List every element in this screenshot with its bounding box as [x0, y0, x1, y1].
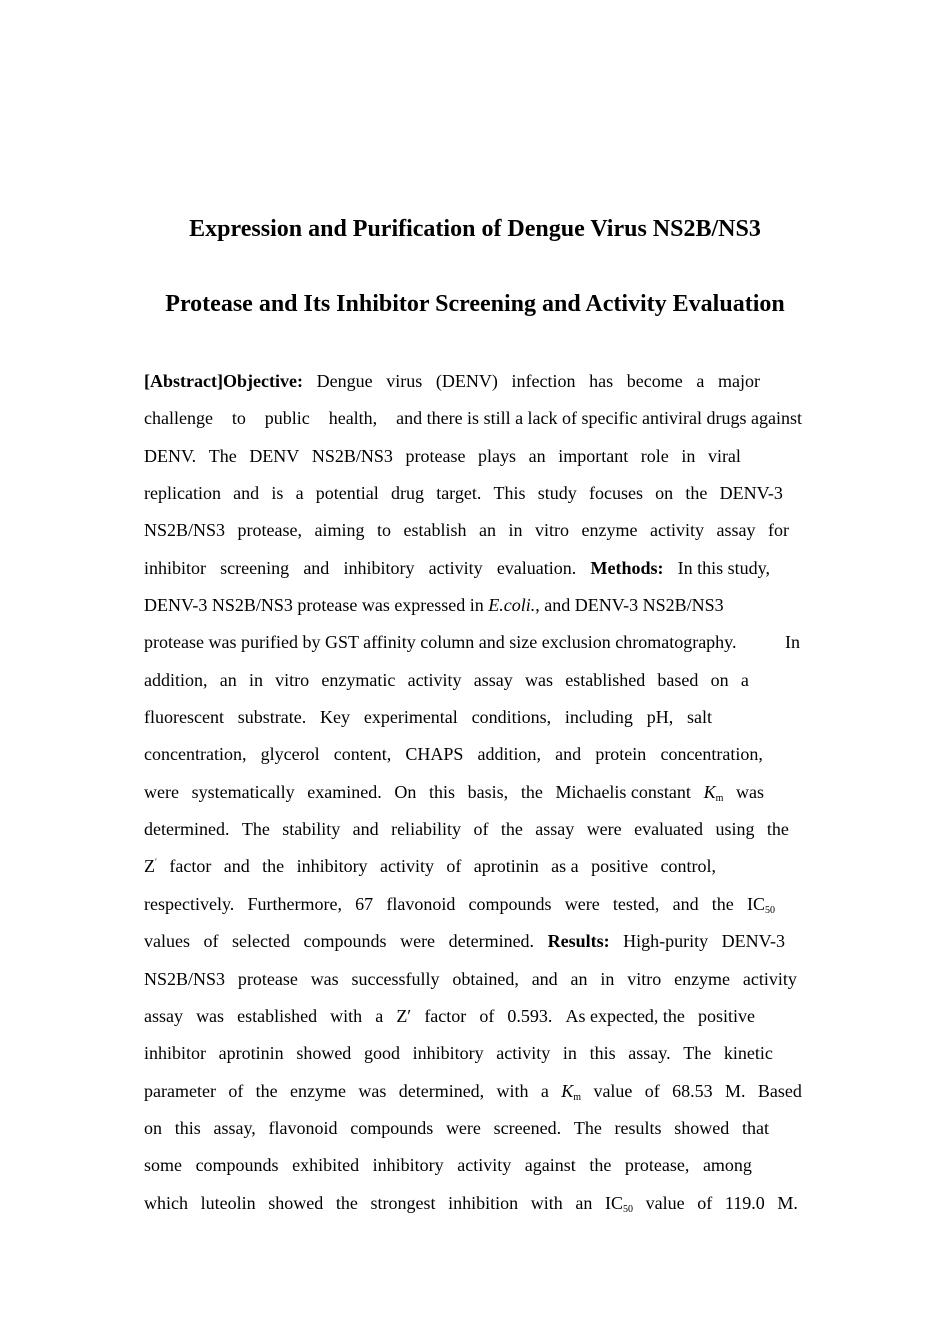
word: compounds	[195, 1155, 279, 1176]
word: examined.	[307, 781, 382, 802]
word: determined.	[448, 931, 535, 952]
word: Based	[757, 1080, 802, 1101]
word: activity	[496, 1043, 551, 1064]
word: DENV-3	[719, 483, 783, 504]
word: were	[586, 819, 622, 840]
word: become	[626, 371, 683, 391]
word: reliability	[391, 819, 462, 840]
word: inhibitory	[343, 557, 415, 578]
word: the	[262, 856, 285, 877]
word: was	[525, 669, 553, 690]
abstract-line	[144, 740, 763, 777]
word: luteolin	[200, 1192, 256, 1213]
word: factor	[169, 856, 212, 877]
organism-name: E.coli.	[488, 595, 536, 616]
word: CHAPS	[405, 744, 464, 765]
word: enzyme	[290, 1080, 346, 1101]
word: in	[248, 669, 263, 690]
word: health,	[328, 408, 378, 429]
prime-mark: ′	[155, 857, 157, 868]
word: was	[196, 1005, 225, 1026]
word: stability	[282, 819, 341, 840]
word: some	[144, 1155, 182, 1176]
word: which	[144, 1192, 188, 1213]
word: the	[766, 819, 789, 840]
word: major	[718, 371, 760, 391]
abstract-line	[144, 1002, 755, 1039]
word: of	[644, 1080, 660, 1101]
word: and	[352, 819, 379, 840]
word: assay	[473, 669, 513, 690]
word: in	[681, 445, 696, 466]
ic-symbol: IC	[605, 1192, 624, 1213]
word: of	[697, 1192, 713, 1213]
word: a	[696, 371, 705, 391]
word: pH,	[646, 707, 674, 728]
word: the	[335, 1192, 358, 1213]
ic-subscript: 50	[764, 904, 775, 916]
word: factor	[424, 1005, 467, 1026]
word: was	[358, 1080, 387, 1101]
word: were	[564, 893, 600, 914]
abstract-label: [Abstract]	[144, 371, 223, 391]
word: concentration,	[660, 744, 763, 765]
text-run: , and DENV-3 NS2B/NS3	[535, 595, 724, 616]
word: glycerol	[260, 744, 320, 765]
results-label: Results:	[547, 931, 610, 952]
word: and	[223, 856, 250, 877]
word: inhibitory	[412, 1043, 484, 1064]
abstract-line	[144, 367, 760, 404]
word: M.	[777, 1192, 798, 1213]
word: activity	[379, 856, 434, 877]
word: replication	[144, 483, 221, 504]
word: an	[528, 445, 546, 466]
abstract-line	[144, 965, 797, 1002]
word: aprotinin	[473, 856, 539, 877]
word: of	[479, 1005, 495, 1026]
word: of	[446, 856, 462, 877]
word: control,	[660, 856, 716, 877]
word: infection	[511, 371, 576, 391]
word: an	[570, 968, 588, 989]
word: value	[645, 1192, 685, 1213]
word: was	[736, 781, 764, 802]
km-symbol: K	[561, 1080, 574, 1101]
abstract-line	[144, 890, 775, 927]
word: substrate.	[237, 707, 307, 728]
word: aprotinin	[218, 1043, 284, 1064]
word: a	[540, 1080, 549, 1101]
word: (DENV)	[435, 371, 498, 391]
word: is	[271, 483, 284, 504]
word: content,	[333, 744, 392, 765]
word: inhibitory	[372, 1155, 444, 1176]
word: concentration,	[144, 744, 247, 765]
word: activity	[457, 1155, 512, 1176]
word: among	[702, 1155, 752, 1176]
word: 119.0	[724, 1192, 765, 1213]
abstract-line	[144, 852, 716, 889]
word: including	[564, 707, 633, 728]
word: as a	[551, 856, 579, 877]
word: kinetic	[723, 1043, 773, 1064]
word: As expected, the	[565, 1005, 685, 1026]
word: flavonoid	[268, 1117, 338, 1138]
word: drug	[390, 483, 424, 504]
word: DENV.	[144, 445, 197, 466]
word: screened.	[493, 1117, 562, 1138]
word: exhibited	[292, 1155, 360, 1176]
abstract-line	[144, 442, 741, 479]
abstract-line	[144, 591, 804, 628]
word: basis,	[467, 781, 509, 802]
word: showed	[674, 1117, 730, 1138]
word: viral	[707, 445, 741, 466]
word: In this study,	[677, 557, 770, 578]
abstract-body	[144, 367, 804, 1226]
word: the	[520, 781, 543, 802]
word: on	[655, 483, 674, 504]
word: This	[493, 483, 526, 504]
word: an	[575, 1192, 593, 1213]
word: activity	[407, 669, 462, 690]
word: good	[363, 1043, 400, 1064]
word: in	[600, 968, 615, 989]
word: on	[144, 1117, 162, 1138]
abstract-line	[144, 1077, 802, 1114]
km-symbol: K	[703, 781, 716, 802]
word: the	[500, 819, 523, 840]
word: conditions,	[471, 707, 552, 728]
word: that	[741, 1117, 769, 1138]
word: potential	[315, 483, 379, 504]
abstract-line	[144, 666, 749, 703]
word: systematically	[191, 781, 295, 802]
word: on	[710, 669, 729, 690]
paper-title-line-1: Expression and Purification of Dengue Virus NS2B/NS3	[189, 216, 761, 242]
word: enzyme	[581, 520, 638, 541]
word: plays	[478, 445, 517, 466]
word: determined,	[398, 1080, 485, 1101]
word: The	[241, 819, 270, 840]
word: protease	[405, 445, 466, 466]
word: salt	[687, 707, 712, 728]
word: and	[531, 968, 558, 989]
word: flavonoid	[386, 893, 456, 914]
word: parameter	[144, 1080, 216, 1101]
word: protein	[595, 744, 647, 765]
word: challenge	[144, 408, 213, 429]
word: The	[573, 1117, 602, 1138]
word: High-purity	[623, 931, 709, 952]
word: and	[303, 557, 330, 578]
word: the	[255, 1080, 278, 1101]
word: addition,	[477, 744, 542, 765]
abstract-line	[144, 815, 789, 852]
word: protease,	[237, 520, 302, 541]
abstract-line	[144, 1114, 769, 1151]
word: value	[593, 1080, 633, 1101]
ic-subscript: 50	[623, 1203, 634, 1215]
word: assay	[144, 1005, 183, 1026]
word: establish	[403, 520, 467, 541]
word: virus	[386, 371, 423, 391]
word: Dengue	[316, 371, 373, 391]
word: compounds	[468, 893, 552, 914]
word: activity	[742, 968, 797, 989]
word: Furthermore,	[247, 893, 342, 914]
word: against	[524, 1155, 576, 1176]
word: inhibition	[448, 1192, 519, 1213]
abstract-line	[144, 554, 770, 591]
word: a	[740, 669, 749, 690]
ic-symbol: IC	[746, 893, 765, 914]
text-run: DENV-3 NS2B/NS3 protease was expressed in	[144, 595, 489, 616]
word: focuses	[588, 483, 643, 504]
word: of	[228, 1080, 244, 1101]
word: for	[767, 520, 789, 541]
word: this	[174, 1117, 201, 1138]
word: inhibitory	[296, 856, 368, 877]
word: vitro	[535, 520, 570, 541]
word: showed	[296, 1043, 352, 1064]
word: protease was purified by GST affinity column and size exclusion chromatography.	[144, 632, 737, 653]
word: determined.	[144, 819, 230, 840]
word: inhibitor	[144, 557, 206, 578]
word: fluorescent	[144, 707, 224, 728]
word: evaluation.	[496, 557, 577, 578]
word: NS2B/NS3	[311, 445, 393, 466]
paper-title-line-2: Protease and Its Inhibitor Screening and Activity Evaluation	[165, 291, 785, 317]
word: assay.	[628, 1043, 671, 1064]
word: and	[672, 893, 699, 914]
word: Key	[320, 707, 351, 728]
word: tested,	[612, 893, 660, 914]
word: vitro	[627, 968, 662, 989]
word: based	[657, 669, 699, 690]
abstract-line	[144, 404, 802, 441]
word: The	[683, 1043, 712, 1064]
word: 68.53	[672, 1080, 713, 1101]
methods-label: Methods:	[590, 557, 664, 578]
word: assay	[535, 819, 575, 840]
abstract-line	[144, 479, 783, 516]
word: inhibitor	[144, 1043, 206, 1064]
abstract-line	[144, 516, 789, 553]
word: NS2B/NS3	[144, 968, 226, 989]
word: in	[562, 1043, 577, 1064]
word: role	[640, 445, 669, 466]
word: with	[496, 1080, 529, 1101]
word: respectively.	[144, 893, 235, 914]
word: with	[530, 1192, 563, 1213]
km-subscript: m	[573, 1091, 582, 1103]
word: compounds	[303, 931, 387, 952]
word: screening	[220, 557, 290, 578]
word: using	[715, 819, 755, 840]
abstract-line	[144, 1151, 752, 1188]
word: assay,	[213, 1117, 256, 1138]
word: showed	[268, 1192, 324, 1213]
word: selected	[232, 931, 291, 952]
word: an	[479, 520, 497, 541]
word: vitro	[275, 669, 310, 690]
word: the	[711, 893, 734, 914]
word: strongest	[370, 1192, 436, 1213]
km-subscript: m	[715, 792, 724, 804]
word: On	[394, 781, 417, 802]
word: a	[375, 1005, 384, 1026]
word: study	[537, 483, 577, 504]
word: Z′	[396, 1005, 412, 1026]
word: has	[589, 371, 614, 391]
word: with	[330, 1005, 363, 1026]
z-symbol: Z	[144, 856, 155, 877]
word: 0.593.	[507, 1005, 553, 1026]
word: important	[558, 445, 629, 466]
word: assay	[716, 520, 756, 541]
word: DENV	[249, 445, 300, 466]
word: of	[203, 931, 219, 952]
word: this	[589, 1043, 616, 1064]
word: enzyme	[674, 968, 731, 989]
word: obtained,	[452, 968, 519, 989]
word: this	[429, 781, 456, 802]
word: 67	[355, 893, 374, 914]
abstract-line	[144, 628, 800, 665]
word: the	[685, 483, 708, 504]
word: established	[565, 669, 646, 690]
word: enzymatic	[321, 669, 396, 690]
word: the	[589, 1155, 612, 1176]
word: successfully	[351, 968, 440, 989]
abstract-line	[144, 1039, 773, 1076]
word: an	[219, 669, 237, 690]
word: target.	[436, 483, 482, 504]
word: were	[400, 931, 436, 952]
word: of	[473, 819, 489, 840]
word: The	[208, 445, 237, 466]
word: In	[785, 632, 800, 653]
word: established	[237, 1005, 318, 1026]
abstract-line	[144, 778, 764, 815]
word: M.	[725, 1080, 746, 1101]
word: experimental	[363, 707, 458, 728]
word: positive	[697, 1005, 755, 1026]
word: were	[144, 781, 179, 802]
abstract-line	[144, 1189, 798, 1226]
word: evaluated	[634, 819, 704, 840]
word: and there is still a lack of specific antiviral drugs against	[396, 408, 802, 429]
word: activity	[428, 557, 483, 578]
word: and	[233, 483, 260, 504]
word: were	[445, 1117, 481, 1138]
word: NS2B/NS3	[144, 520, 226, 541]
word: public	[264, 408, 310, 429]
objective-label: Objective:	[222, 371, 303, 391]
word: and	[555, 744, 582, 765]
word: values	[144, 931, 190, 952]
word: protease,	[624, 1155, 690, 1176]
word: Michaelis constant	[555, 781, 691, 802]
word: protease	[237, 968, 298, 989]
word: compounds	[350, 1117, 434, 1138]
word: results	[614, 1117, 662, 1138]
word: to	[231, 408, 246, 429]
word: aiming	[314, 520, 365, 541]
word: activity	[650, 520, 704, 541]
abstract-line	[144, 927, 785, 964]
word: in	[508, 520, 523, 541]
word: a	[295, 483, 304, 504]
abstract-line	[144, 703, 712, 740]
word: addition,	[144, 669, 208, 690]
word: positive	[591, 856, 649, 877]
word: DENV-3	[721, 931, 785, 952]
word: was	[310, 968, 339, 989]
word: to	[377, 520, 392, 541]
